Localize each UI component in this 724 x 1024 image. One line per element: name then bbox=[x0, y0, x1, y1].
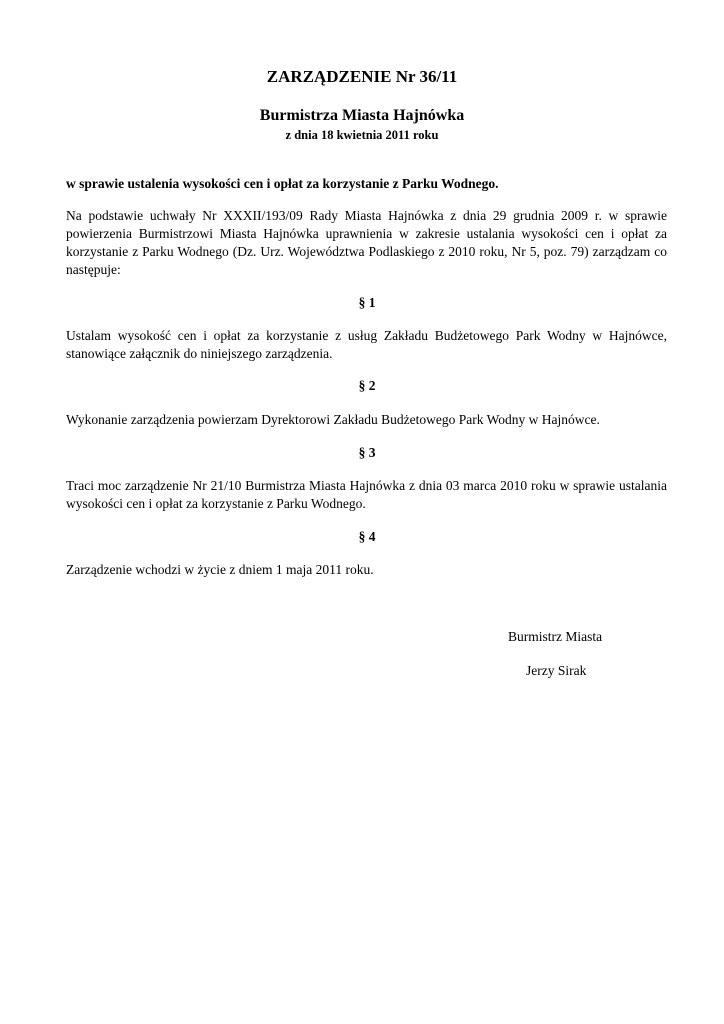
document-issuer: Burmistrza Miasta Hajnówka bbox=[259, 107, 465, 124]
section-1-heading: § 1 bbox=[358, 295, 376, 310]
section-3-heading: § 3 bbox=[358, 445, 376, 460]
section-2-text: Wykonanie zarządzenia powierzam Dyrektorowi Zakładu Budżetowego Park Wodny w Hajnówce. bbox=[66, 412, 600, 427]
section-4-text: Zarządzenie wchodzi w życie z dniem 1 maja 2011 roku. bbox=[66, 562, 374, 577]
signature-name: Jerzy Sirak bbox=[526, 663, 587, 678]
section-1-text: Ustalam wysokość cen i opłat za korzystanie z usług Zakładu Budżetowego Park Wodny w Hajnówce, stanowiące załącznik do niniejszego zarządzenia. bbox=[66, 328, 667, 361]
section-3-text: Traci moc zarządzenie Nr 21/10 Burmistrza Miasta Hajnówka z dnia 03 marca 2010 roku w sprawie ustalania wysokości cen i opłat za korzystanie z Parku Wodnego. bbox=[66, 478, 667, 511]
document-date: z dnia 18 kwietnia 2011 roku bbox=[285, 128, 439, 142]
preamble-paragraph: Na podstawie uchwały Nr XXXII/193/09 Rady Miasta Hajnówka z dnia 29 grudnia 2009 r. w sprawie powierzenia Burmistrzowi Miasta Hajnówka uprawnienia w zakresie ustalania wysokości cen i opłat za korzystanie z Parku Wodnego (Dz. Urz. Województwa Podlaskiego z 2010 roku, Nr 5, poz. 79) zarządzam co następuje: bbox=[66, 208, 667, 277]
document-title: ZARZĄDZENIE Nr 36/11 bbox=[266, 67, 458, 86]
section-2-heading: § 2 bbox=[358, 378, 376, 393]
signature-role: Burmistrz Miasta bbox=[508, 629, 603, 644]
section-4-heading: § 4 bbox=[358, 529, 376, 544]
document-subject: w sprawie ustalenia wysokości cen i opłat za korzystanie z Parku Wodnego. bbox=[66, 176, 499, 191]
